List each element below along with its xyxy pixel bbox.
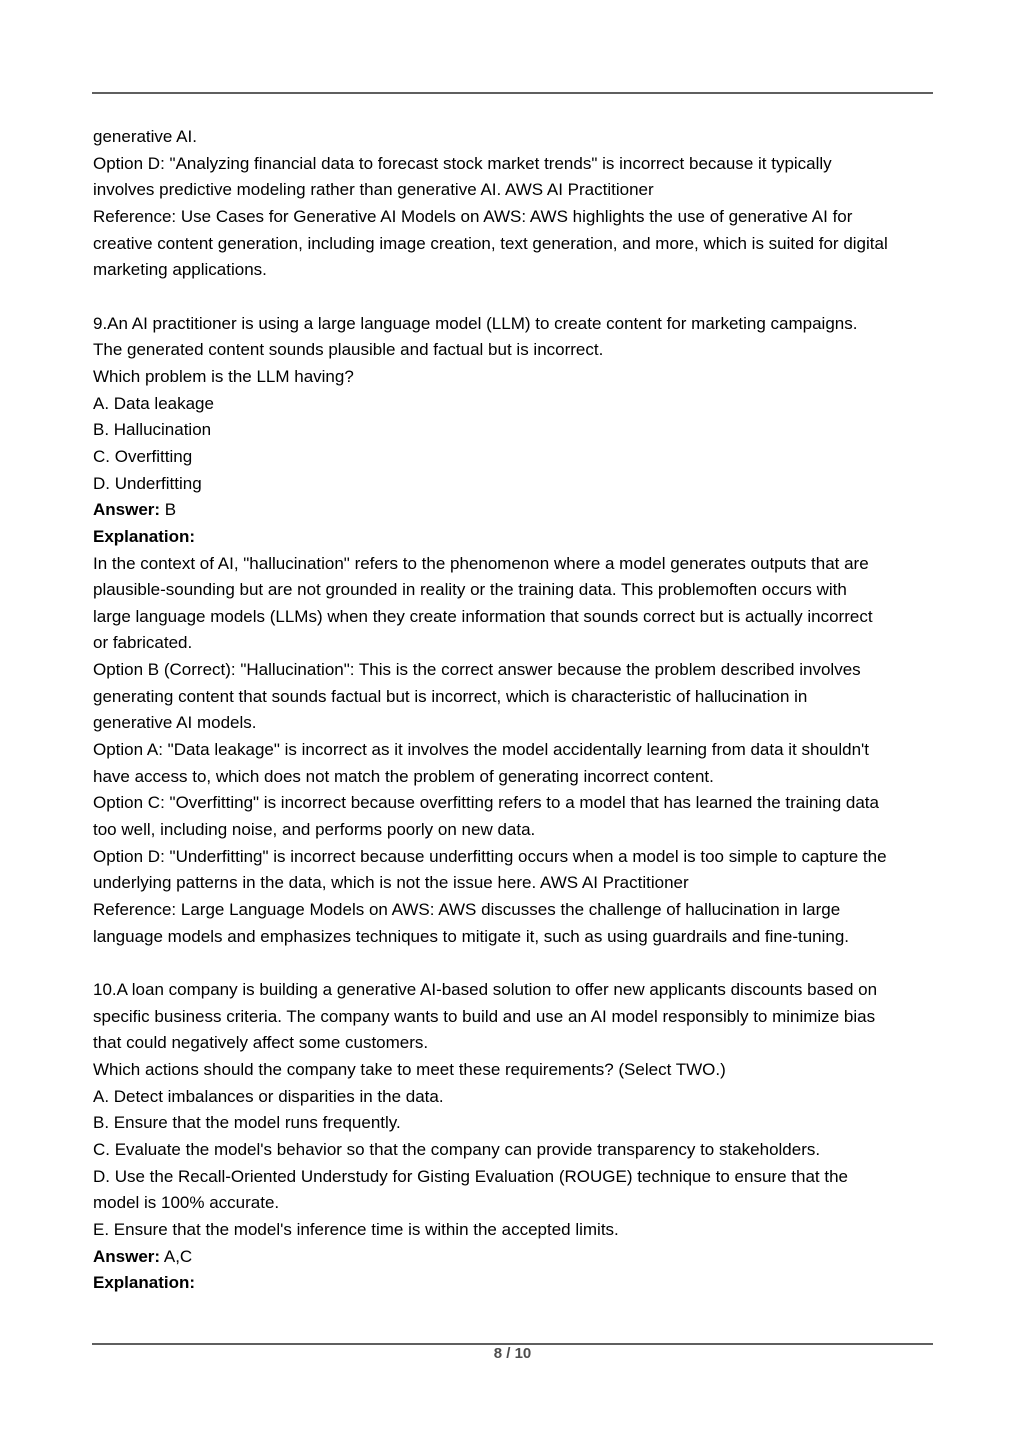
q10-option-b: [93, 1110, 978, 1137]
q9-option-d-explanation: [93, 844, 978, 897]
bold-label: Answer:: [93, 500, 161, 520]
bold-label: Answer:: [93, 1246, 161, 1266]
header-rule: [92, 92, 933, 94]
text-line: In the context of AI, "hallucination" refers to the phenomenon where a model generates outputs that are: [93, 553, 869, 573]
text-line: Option A: "Data leakage" is incorrect as it involves the model accidentally learning from data it shouldn't: [93, 740, 869, 760]
labeled-line: [93, 524, 978, 551]
text-line: D. Use the Recall-Oriented Understudy for Gisting Evaluation (ROUGE) technique to ensure that the: [93, 1166, 848, 1186]
text-line: creative content generation, including image creation, text generation, and more, which is suited for digital: [93, 233, 888, 253]
text-line: large language models (LLMs) when they create information that sounds correct but is actually incorrect: [93, 606, 873, 626]
q10-question: [93, 1057, 978, 1084]
text-line: generative AI models.: [93, 713, 257, 733]
q9-option-a: [93, 391, 978, 418]
text-line: B. Hallucination: [93, 420, 212, 440]
text-line: model is 100% accurate.: [93, 1193, 280, 1213]
text-line: 9.An AI practitioner is using a large language model (LLM) to create content for marketing campaigns.: [93, 313, 858, 333]
text-line: generative AI.: [93, 127, 197, 146]
text-line: language models and emphasizes techniques to mitigate it, such as using guardrails and fine-tuning.: [93, 926, 850, 946]
q9-explanation-heading: [93, 524, 978, 551]
q10-option-a: [93, 1084, 978, 1111]
text-line: or fabricated.: [93, 633, 193, 653]
text-line: Reference: Large Language Models on AWS: AWS discusses the challenge of hallucination in large: [93, 900, 841, 920]
q9-question: [93, 364, 978, 391]
text-line: marketing applications.: [93, 260, 267, 280]
text-line: underlying patterns in the data, which is not the issue here. AWS AI Practitioner: [93, 873, 689, 893]
q10-option-c: [93, 1137, 978, 1164]
text-line: Option D: "Underfitting" is incorrect because underfitting occurs when a model is too simple to capture the: [93, 846, 887, 866]
q9-explanation-intro: [93, 551, 978, 658]
q9-answer: [93, 497, 978, 524]
labeled-line: [93, 497, 978, 524]
text-line: A. Detect imbalances or disparities in the data.: [93, 1086, 444, 1106]
q10-answer: [93, 1244, 978, 1271]
text-line: C. Overfitting: [93, 446, 193, 466]
bold-label: Explanation:: [93, 526, 196, 546]
text-line: that could negatively affect some customers.: [93, 1033, 429, 1053]
q9-option-a-explanation: [93, 737, 978, 790]
label-value: A,C: [160, 1246, 193, 1266]
q9-stem: [93, 311, 978, 364]
document-content: [93, 124, 978, 1297]
blank-line: [93, 284, 978, 311]
text-line: The generated content sounds plausible and factual but is incorrect.: [93, 340, 604, 360]
blank-line: [93, 950, 978, 977]
text-line: Option D: "Analyzing financial data to forecast stock market trends" is incorrect because it typically: [93, 153, 832, 173]
q8-option-d-explanation: [93, 151, 978, 204]
text-line: Which problem is the LLM having?: [93, 366, 354, 386]
q9-option-d: [93, 471, 978, 498]
text-line: 10.A loan company is building a generative AI-based solution to offer new applicants discounts based on: [93, 980, 878, 999]
labeled-line: [93, 1270, 978, 1297]
q9-option-b-explanation: [93, 657, 978, 737]
q10-stem: [93, 977, 978, 1057]
text-line: D. Underfitting: [93, 473, 202, 493]
text-line: Option C: "Overfitting" is incorrect because overfitting refers to a model that has learned the training data: [93, 793, 879, 813]
text-line: too well, including noise, and performs poorly on new data.: [93, 820, 536, 840]
q9-option-c-explanation: [93, 790, 978, 843]
text-line: have access to, which does not match the problem of generating incorrect content.: [93, 766, 714, 786]
page-number: 8 / 10: [493, 1345, 532, 1362]
q8-reference: [93, 204, 978, 284]
text-line: E. Ensure that the model's inference time is within the accepted limits.: [93, 1219, 619, 1239]
text-line: A. Data leakage: [93, 393, 214, 413]
text-line: involves predictive modeling rather than generative AI. AWS AI Practitioner: [93, 180, 654, 200]
q10-option-e: [93, 1217, 978, 1244]
text-line: C. Evaluate the model's behavior so that the company can provide transparency to stakeholders.: [93, 1139, 821, 1159]
q8-explanation-continuation: [93, 124, 978, 151]
q10-option-d: [93, 1164, 978, 1217]
label-value: B: [160, 500, 177, 520]
q10-explanation-heading: [93, 1270, 978, 1297]
text-line: Option B (Correct): "Hallucination": This is the correct answer because the problem described involves: [93, 660, 861, 680]
text-line: B. Ensure that the model runs frequently.: [93, 1113, 401, 1133]
text-line: Which actions should the company take to meet these requirements? (Select TWO.): [93, 1059, 726, 1079]
q9-option-c: [93, 444, 978, 471]
q9-reference: [93, 897, 978, 950]
bold-label: Explanation:: [93, 1273, 196, 1293]
q9-option-b: [93, 417, 978, 444]
text-line: plausible-sounding but are not grounded in reality or the training data. This problemoften occurs with: [93, 580, 847, 600]
text-line: Reference: Use Cases for Generative AI Models on AWS: AWS highlights the use of generative AI for: [93, 206, 853, 226]
text-line: generating content that sounds factual but is incorrect, which is characteristic of hallucination in: [93, 686, 808, 706]
text-line: specific business criteria. The company wants to build and use an AI model responsibly to minimize bias: [93, 1006, 876, 1026]
labeled-line: [93, 1244, 978, 1271]
